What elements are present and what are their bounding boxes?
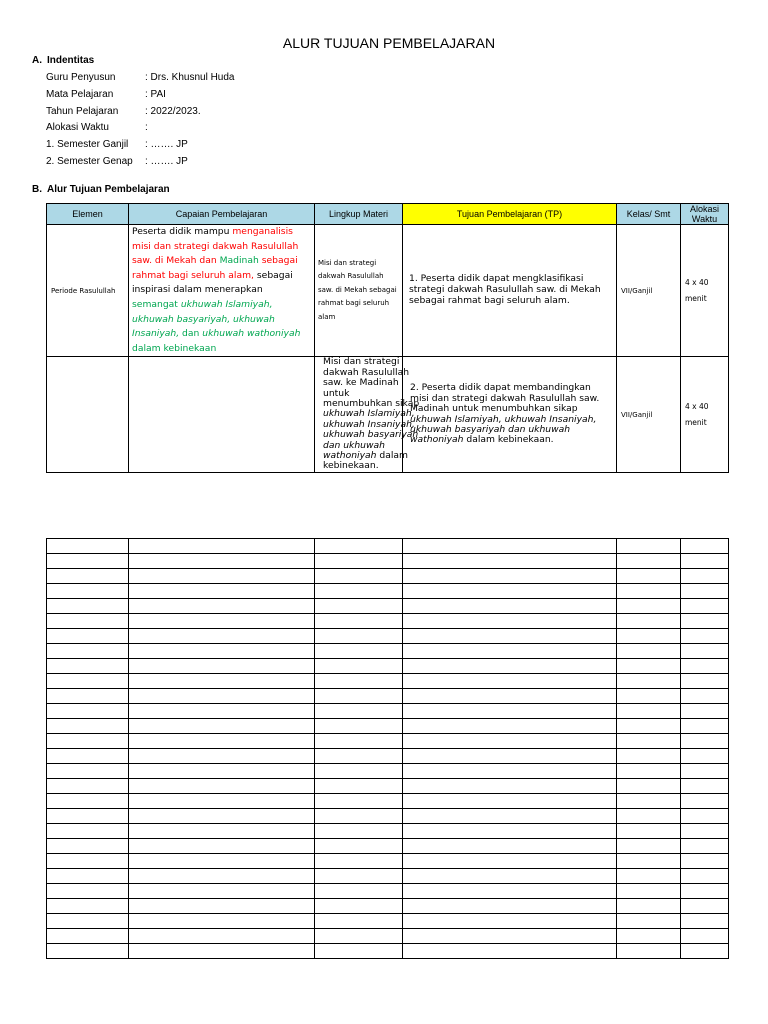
cell-lingkup	[315, 356, 420, 473]
blank-table-cell	[47, 854, 129, 869]
blank-table-cell	[129, 659, 315, 674]
blank-table-cell	[403, 809, 617, 824]
blank-table-cell	[403, 599, 617, 614]
blank-table-cell	[315, 854, 403, 869]
blank-table-cell	[403, 899, 617, 914]
blank-table-cell	[681, 584, 729, 599]
cell-tujuan: 1. Peserta didik dapat mengklasifikasi strategi dakwah Rasulullah saw. di Mekah sebagai rahmat bagi seluruh alam.	[403, 225, 617, 357]
blank-table-cell	[617, 704, 681, 719]
blank-table-cell	[617, 734, 681, 749]
blank-table-cell	[617, 539, 681, 554]
lingkup-line: dakwah Rasulullah	[323, 366, 410, 378]
blank-table-row	[47, 944, 729, 959]
lingkup-line: kebinekaan.	[323, 460, 379, 472]
blank-table-cell	[47, 704, 129, 719]
blank-table-row	[47, 599, 729, 614]
identity-value: : PAI	[145, 88, 166, 100]
blank-table-cell	[315, 614, 403, 629]
blank-table-cell	[129, 809, 315, 824]
blank-table-cell	[315, 734, 403, 749]
blank-table-cell	[315, 719, 403, 734]
blank-table	[46, 538, 729, 959]
identity-label: Alokasi Waktu	[46, 122, 109, 134]
blank-table-cell	[403, 929, 617, 944]
blank-table-row	[47, 854, 729, 869]
blank-table-cell	[129, 554, 315, 569]
capaian-text-red: menganalisis misi dan strategi dakwah Rasulullah saw. di Mekah	[132, 226, 299, 267]
blank-table-cell	[315, 749, 403, 764]
blank-table-row	[47, 734, 729, 749]
blank-table-cell	[47, 809, 129, 824]
blank-table-cell	[681, 764, 729, 779]
blank-table-row	[47, 554, 729, 569]
identity-value: : ……. JP	[145, 155, 188, 167]
identity-block	[46, 70, 235, 171]
blank-table-row	[47, 539, 729, 554]
blank-table-cell	[129, 944, 315, 959]
blank-table-cell	[403, 689, 617, 704]
tujuan-line: ukhuwah basyariyah dan ukhuwah	[410, 423, 571, 435]
blank-table-cell	[129, 734, 315, 749]
blank-table-cell	[681, 734, 729, 749]
blank-table-cell	[315, 644, 403, 659]
blank-table-cell	[403, 839, 617, 854]
blank-table-cell	[129, 764, 315, 779]
blank-table-cell	[47, 659, 129, 674]
identity-label: 1. Semester Ganjil	[46, 139, 129, 151]
blank-table-cell	[129, 794, 315, 809]
cell-tujuan	[403, 357, 617, 473]
blank-table-row	[47, 899, 729, 914]
blank-table-row	[47, 644, 729, 659]
section-b-heading	[32, 184, 170, 195]
blank-table-cell	[403, 779, 617, 794]
blank-table-row	[47, 884, 729, 899]
blank-table-cell	[681, 809, 729, 824]
section-a-heading	[32, 55, 94, 66]
lingkup-text-italic: wathoniyah	[323, 450, 377, 461]
blank-table-cell	[617, 869, 681, 884]
blank-table-cell	[315, 659, 403, 674]
blank-table-row	[47, 839, 729, 854]
capaian-text-red: dan	[196, 255, 220, 267]
blank-table-row	[47, 914, 729, 929]
header-capaian: Capaian Pembelajaran	[129, 204, 315, 225]
blank-table-body	[47, 539, 729, 959]
cell-capaian	[129, 357, 315, 473]
blank-table-cell	[315, 764, 403, 779]
cell-kelas: VII/Ganjil	[617, 225, 681, 357]
blank-table-cell	[315, 599, 403, 614]
blank-table-cell	[403, 734, 617, 749]
blank-table-cell	[47, 689, 129, 704]
blank-table-cell	[681, 644, 729, 659]
blank-table-cell	[129, 749, 315, 764]
tujuan-line: 2. Peserta didik dapat membandingkan	[410, 382, 591, 394]
blank-table-cell	[681, 929, 729, 944]
blank-table-cell	[681, 599, 729, 614]
lingkup-line: saw. ke Madinah	[323, 377, 399, 389]
blank-table-cell	[403, 644, 617, 659]
lingkup-line: Misi dan strategi	[323, 356, 400, 368]
blank-table-cell	[129, 539, 315, 554]
blank-table-cell	[403, 614, 617, 629]
blank-table-cell	[315, 674, 403, 689]
lingkup-line: ukhuwah basyariyah	[323, 429, 419, 441]
identity-row	[46, 120, 235, 137]
blank-table-cell	[617, 779, 681, 794]
blank-table-row	[47, 674, 729, 689]
blank-table-cell	[681, 719, 729, 734]
identity-label: Tahun Pelajaran	[46, 105, 119, 117]
blank-table-cell	[403, 629, 617, 644]
blank-table-cell	[129, 719, 315, 734]
blank-table-cell	[129, 899, 315, 914]
blank-table-cell	[47, 734, 129, 749]
blank-table-cell	[47, 719, 129, 734]
blank-table-cell	[681, 674, 729, 689]
blank-table-cell	[617, 839, 681, 854]
tujuan-line	[410, 435, 599, 445]
blank-table-row	[47, 719, 729, 734]
blank-table-cell	[681, 569, 729, 584]
blank-table-cell	[129, 704, 315, 719]
blank-table-cell	[403, 854, 617, 869]
blank-table-cell	[47, 749, 129, 764]
blank-table-cell	[403, 539, 617, 554]
blank-table-cell	[681, 854, 729, 869]
blank-table-cell	[617, 614, 681, 629]
blank-table-cell	[617, 719, 681, 734]
lingkup-text-plain: dalam	[376, 450, 408, 461]
identity-row	[46, 154, 235, 171]
blank-table-cell	[681, 824, 729, 839]
blank-table-cell	[315, 689, 403, 704]
blank-table-cell	[681, 794, 729, 809]
cell-alokasi: 4 x 40 menit	[681, 225, 729, 357]
blank-table-cell	[129, 674, 315, 689]
blank-table-cell	[47, 644, 129, 659]
identity-value: : 2022/2023.	[145, 105, 201, 117]
blank-table-cell	[315, 914, 403, 929]
blank-table-cell	[129, 824, 315, 839]
blank-table-row	[47, 749, 729, 764]
blank-table-cell	[129, 854, 315, 869]
blank-table-cell	[617, 914, 681, 929]
blank-table-cell	[315, 839, 403, 854]
blank-table-cell	[129, 569, 315, 584]
identity-row	[46, 87, 235, 104]
blank-table-cell	[129, 599, 315, 614]
section-a-title: Indentitas	[47, 55, 95, 66]
capaian-text-green: semangat	[132, 298, 181, 310]
blank-table-cell	[47, 779, 129, 794]
blank-table-cell	[129, 914, 315, 929]
blank-table-cell	[47, 824, 129, 839]
identity-value: : Drs. Khusnul Huda	[145, 72, 235, 83]
identity-label: Mata Pelajaran	[46, 88, 114, 100]
blank-table-row	[47, 869, 729, 884]
blank-table-cell	[129, 839, 315, 854]
tujuan-line: misi dan strategi dakwah Rasulullah saw.	[410, 392, 600, 404]
blank-table-cell	[403, 659, 617, 674]
cell-elemen	[47, 357, 129, 473]
blank-table-cell	[681, 704, 729, 719]
blank-table-cell	[617, 554, 681, 569]
blank-table-cell	[315, 809, 403, 824]
blank-table-row	[47, 794, 729, 809]
blank-table-cell	[315, 539, 403, 554]
lingkup-line: ukhuwah Insaniyah,	[323, 418, 415, 430]
lingkup-line: untuk	[323, 387, 350, 399]
blank-table-cell	[617, 929, 681, 944]
blank-table-cell	[403, 824, 617, 839]
blank-table-cell	[681, 629, 729, 644]
capaian-text-green: dan	[179, 328, 203, 340]
blank-table-cell	[403, 944, 617, 959]
blank-table-cell	[315, 554, 403, 569]
header-alokasi: Alokasi Waktu	[681, 204, 729, 225]
blank-table-cell	[403, 914, 617, 929]
blank-table-cell	[129, 884, 315, 899]
lingkup-line: menumbuhkan sikap	[323, 397, 420, 409]
blank-table-cell	[681, 869, 729, 884]
lingkup-line: dan ukhuwah	[323, 439, 385, 451]
blank-table-cell	[617, 854, 681, 869]
blank-table-cell	[47, 614, 129, 629]
blank-table-cell	[681, 539, 729, 554]
blank-table-cell	[403, 749, 617, 764]
blank-table-cell	[315, 569, 403, 584]
blank-table-cell	[681, 944, 729, 959]
capaian-text-green: dalam kebinekaan	[132, 342, 217, 354]
blank-table-cell	[129, 869, 315, 884]
blank-table-cell	[47, 794, 129, 809]
blank-table-cell	[617, 794, 681, 809]
blank-table-cell	[403, 869, 617, 884]
blank-table-cell	[617, 629, 681, 644]
identity-label: 2. Semester Genap	[46, 155, 133, 167]
blank-table-cell	[47, 839, 129, 854]
blank-table-cell	[403, 674, 617, 689]
blank-table-cell	[617, 659, 681, 674]
blank-table-cell	[315, 794, 403, 809]
identity-value: :	[145, 122, 148, 134]
blank-table-row	[47, 929, 729, 944]
blank-table-cell	[403, 704, 617, 719]
blank-table-cell	[47, 629, 129, 644]
blank-table-cell	[617, 644, 681, 659]
blank-table-cell	[617, 809, 681, 824]
cell-elemen: Periode Rasulullah	[47, 225, 129, 357]
blank-table-cell	[129, 629, 315, 644]
identity-row	[46, 137, 235, 154]
blank-table-cell	[315, 824, 403, 839]
blank-table-cell	[681, 914, 729, 929]
blank-table-cell	[681, 779, 729, 794]
blank-table-cell	[617, 569, 681, 584]
cell-capaian	[129, 225, 315, 357]
capaian-text-green: Madinah	[219, 255, 259, 267]
header-elemen: Elemen	[47, 204, 129, 225]
blank-table-cell	[47, 539, 129, 554]
blank-table-cell	[403, 794, 617, 809]
blank-table-cell	[315, 584, 403, 599]
tujuan-text-plain: dalam kebinekaan.	[463, 434, 554, 446]
blank-table-cell	[617, 899, 681, 914]
blank-table-cell	[129, 584, 315, 599]
blank-table-cell	[617, 599, 681, 614]
blank-table-cell	[617, 584, 681, 599]
blank-table-cell	[403, 584, 617, 599]
blank-table-cell	[315, 704, 403, 719]
table-row	[47, 225, 729, 357]
blank-table-cell	[47, 929, 129, 944]
cell-lingkup: Misi dan strategi dakwah Rasulullah saw. di Mekah sebagai rahmat bagi seluruh alam	[315, 225, 403, 357]
blank-table-cell	[47, 674, 129, 689]
blank-table-cell	[617, 674, 681, 689]
section-b-letter: B.	[32, 184, 42, 195]
blank-table-cell	[47, 914, 129, 929]
table-row	[47, 357, 729, 473]
blank-table-cell	[129, 929, 315, 944]
identity-row	[46, 70, 235, 87]
blank-table-row	[47, 614, 729, 629]
page-title: ALUR TUJUAN PEMBELAJARAN	[282, 35, 496, 51]
blank-table-cell	[129, 779, 315, 794]
blank-table-cell	[315, 779, 403, 794]
blank-table-cell	[617, 944, 681, 959]
blank-table-cell	[315, 899, 403, 914]
blank-table-cell	[681, 554, 729, 569]
blank-table-cell	[617, 884, 681, 899]
blank-table-cell	[315, 629, 403, 644]
blank-table-cell	[47, 944, 129, 959]
blank-table-cell	[47, 764, 129, 779]
blank-table-cell	[403, 764, 617, 779]
capaian-text-green: ukhuwah wathoniyah	[202, 328, 301, 340]
blank-table-row	[47, 569, 729, 584]
cell-alokasi: 4 x 40 menit	[681, 357, 729, 473]
blank-table-row	[47, 779, 729, 794]
blank-table-row	[47, 659, 729, 674]
blank-table-cell	[681, 884, 729, 899]
header-lingkup: Lingkup Materi	[315, 204, 403, 225]
blank-table-cell	[681, 614, 729, 629]
capaian-text: sebagai inspirasi dalam menerapkan	[132, 269, 293, 296]
blank-table-cell	[681, 659, 729, 674]
blank-table-cell	[617, 749, 681, 764]
capaian-text: Peserta didik mampu	[132, 226, 233, 237]
atp-table	[46, 203, 729, 473]
lingkup-line: ukhuwah Islamiyah,	[323, 408, 415, 420]
blank-table-cell	[47, 554, 129, 569]
blank-table-cell	[47, 599, 129, 614]
blank-table-cell	[129, 689, 315, 704]
blank-table-cell	[47, 899, 129, 914]
blank-table-cell	[315, 869, 403, 884]
identity-value: : ……. JP	[145, 139, 188, 151]
blank-table-cell	[403, 719, 617, 734]
blank-table-cell	[47, 884, 129, 899]
blank-table-cell	[617, 689, 681, 704]
tujuan-text-italic: wathoniyah	[410, 434, 464, 446]
blank-table-row	[47, 824, 729, 839]
blank-table-cell	[403, 554, 617, 569]
capaian-text-green: ukhuwah Islamiyah, ukhuwah basyariyah, ukhuwah Insaniyah,	[132, 298, 275, 340]
identity-row	[46, 104, 235, 121]
tujuan-text	[410, 383, 599, 445]
blank-table-row	[47, 629, 729, 644]
blank-table-cell	[315, 929, 403, 944]
blank-table-cell	[617, 764, 681, 779]
section-b-title: Alur Tujuan Pembelajaran	[47, 184, 170, 195]
blank-table-row	[47, 689, 729, 704]
header-tujuan: Tujuan Pembelajaran (TP)	[403, 204, 617, 225]
blank-table-cell	[403, 884, 617, 899]
blank-table-row	[47, 764, 729, 779]
section-a-letter: A.	[32, 55, 42, 66]
identity-label: Guru Penyusun	[46, 72, 116, 83]
blank-table-cell	[47, 869, 129, 884]
blank-table-cell	[681, 689, 729, 704]
blank-table-row	[47, 584, 729, 599]
blank-table-cell	[47, 584, 129, 599]
tujuan-line: Madinah untuk menumbuhkan sikap	[410, 403, 578, 415]
cell-kelas: VII/Ganjil	[617, 357, 681, 473]
blank-table-cell	[681, 899, 729, 914]
blank-table-cell	[47, 569, 129, 584]
blank-table-cell	[315, 884, 403, 899]
blank-table-cell	[403, 569, 617, 584]
blank-table-cell	[681, 749, 729, 764]
capaian-text-red: sebagai rahmat bagi seluruh alam,	[132, 255, 298, 281]
blank-table-row	[47, 704, 729, 719]
blank-table-cell	[315, 944, 403, 959]
blank-table-cell	[681, 839, 729, 854]
header-kelas: Kelas/ Smt	[617, 204, 681, 225]
table-header-row	[47, 204, 729, 225]
blank-table-cell	[129, 614, 315, 629]
tujuan-line: ukhuwah Islamiyah, ukhuwah Insaniyah,	[410, 413, 597, 425]
blank-table-cell	[617, 824, 681, 839]
blank-table-cell	[129, 644, 315, 659]
blank-table-row	[47, 809, 729, 824]
